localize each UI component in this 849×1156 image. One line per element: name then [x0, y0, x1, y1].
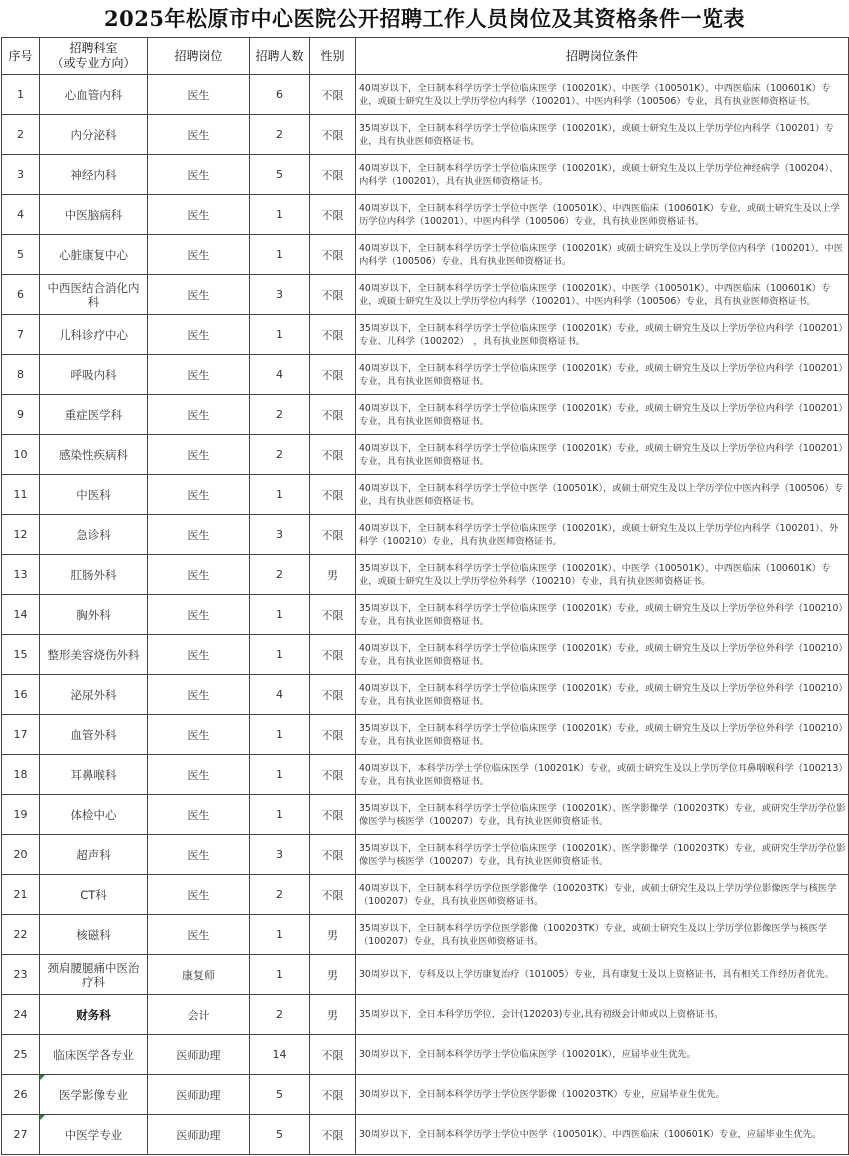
- table-row: [2, 75, 849, 115]
- cell-count: 1: [250, 955, 310, 995]
- cell-no: 2: [2, 115, 40, 155]
- cell-position: 医生: [148, 515, 250, 555]
- cell-conditions: 40周岁以下，全日制本科学历学士学位临床医学（100201K）专业，或硕士研究生及以上学历学位外科学（100210）专业，具有执业医师资格证书。: [356, 635, 849, 675]
- cell-dept: 肛肠外科: [40, 555, 148, 595]
- cell-conditions: 40周岁以下，全日制本科学历学士学位临床医学（100201K）或硕士研究生及以上学历学位内科学（100201）、中医内科学（100506）专业，具有执业医师资格证书。: [356, 235, 849, 275]
- table-row: [2, 355, 849, 395]
- cell-dept: 重症医学科: [40, 395, 148, 435]
- cell-conditions: 35周岁以下，全日制本科学历学位医学影像（100203TK）专业，或硕士研究生及以上学历学位影像医学与核医学（100207）专业，具有执业医师资格证书。: [356, 915, 849, 955]
- cell-no: 18: [2, 755, 40, 795]
- cell-count: 2: [250, 555, 310, 595]
- cell-conditions: 35周岁以下，全日制本科学历学士学位临床医学（100201K）、医学影像学（100203TK）专业，或研究生学历学位影像医学与核医学（100207）专业，具有执业医师资格证书。: [356, 835, 849, 875]
- table-row: [2, 635, 849, 675]
- cell-count: 1: [250, 595, 310, 635]
- table-row: [2, 995, 849, 1035]
- cell-dept: 整形美容烧伤外科: [40, 635, 148, 675]
- header-position: 招聘岗位: [148, 38, 250, 75]
- cell-dept: 超声科: [40, 835, 148, 875]
- cell-no: 19: [2, 795, 40, 835]
- table-row: [2, 795, 849, 835]
- cell-dept: CT科: [40, 875, 148, 915]
- cell-conditions: 30周岁以下，全日制本科学历学士学位临床医学（100201K），应届毕业生优先。: [356, 1035, 849, 1075]
- cell-conditions: 30周岁以下，专科及以上学历康复治疗（101005）专业，具有康复士及以上资格证书，具有相关工作经历者优先。: [356, 955, 849, 995]
- cell-gender: 不限: [310, 1115, 356, 1155]
- cell-count: 2: [250, 875, 310, 915]
- cell-count: 4: [250, 355, 310, 395]
- header-no: 序号: [2, 38, 40, 75]
- cell-position: 医生: [148, 835, 250, 875]
- page-title: 2025年松原市中心医院公开招聘工作人员岗位及其资格条件一览表: [104, 6, 745, 31]
- cell-conditions: 35周岁以下，全日制本科学历学士学位临床医学（100201K）专业，或硕士研究生及以上学历学位内科学（100201）专业、儿科学（100202） ，具有执业医师资格证书。: [356, 315, 849, 355]
- cell-position: 医师助理: [148, 1115, 250, 1155]
- cell-conditions: 35周岁以下，全日制本科学历学士学位临床医学（100201K），或硕士研究生及以上学历学位内科学（100201）专业，具有执业医师资格证书。: [356, 115, 849, 155]
- cell-position: 医生: [148, 155, 250, 195]
- cell-position: 医生: [148, 435, 250, 475]
- table-row: [2, 755, 849, 795]
- cell-dept: 感染性疾病科: [40, 435, 148, 475]
- cell-position: 医生: [148, 315, 250, 355]
- cell-conditions: 40周岁以下，全日制本科学历学士学位临床医学（100201K）、中医学（100501K）、中西医临床（100601K）专业，或硕士研究生及以上学历学位内科学（100201）、中医内科学（100506）专业，具有执业医师资格证书。: [356, 275, 849, 315]
- cell-no: 26: [2, 1075, 40, 1115]
- cell-position: 医生: [148, 75, 250, 115]
- cell-count: 6: [250, 75, 310, 115]
- cell-count: 1: [250, 475, 310, 515]
- recruitment-table: [1, 37, 849, 1155]
- table-row: [2, 555, 849, 595]
- table-row: [2, 235, 849, 275]
- cell-gender: 不限: [310, 395, 356, 435]
- cell-count: 1: [250, 715, 310, 755]
- cell-conditions: 40周岁以下，全日制本科学历学士学位临床医学（100201K）、中医学（100501K）、中西医临床（100601K）专业，或硕士研究生及以上学历学位内科学（100201）、中医内科学（100506）专业，具有执业医师资格证书。: [356, 75, 849, 115]
- header-dept-line1: 招聘科室: [69, 41, 118, 55]
- table-row: [2, 915, 849, 955]
- cell-conditions: 40周岁以下，全日制本科学历学士学位临床医学（100201K）专业，或硕士研究生及以上学历学位内科学（100201）专业，具有执业医师资格证书。: [356, 435, 849, 475]
- cell-no: 22: [2, 915, 40, 955]
- cell-count: 2: [250, 115, 310, 155]
- table-row: [2, 1035, 849, 1075]
- cell-gender: 不限: [310, 115, 356, 155]
- table-row: [2, 115, 849, 155]
- table-row: [2, 875, 849, 915]
- cell-dept: 急诊科: [40, 515, 148, 555]
- cell-position: 医生: [148, 395, 250, 435]
- cell-position: 医生: [148, 475, 250, 515]
- cell-no: 11: [2, 475, 40, 515]
- header-gender: 性别: [310, 38, 356, 75]
- cell-gender: 不限: [310, 635, 356, 675]
- cell-dept: 呼吸内科: [40, 355, 148, 395]
- table-row: [2, 835, 849, 875]
- cell-position: 会计: [148, 995, 250, 1035]
- cell-gender: 不限: [310, 875, 356, 915]
- cell-conditions: 35周岁以下，全日本科学历学位，会计(120203)专业,具有初级会计师或以上资格证书。: [356, 995, 849, 1035]
- cell-no: 24: [2, 995, 40, 1035]
- cell-dept: 中医学专业: [40, 1115, 148, 1155]
- cell-gender: 不限: [310, 715, 356, 755]
- cell-no: 17: [2, 715, 40, 755]
- table-row: [2, 515, 849, 555]
- cell-position: 医生: [148, 275, 250, 315]
- cell-no: 14: [2, 595, 40, 635]
- cell-no: 13: [2, 555, 40, 595]
- cell-position: 医生: [148, 875, 250, 915]
- cell-position: 医生: [148, 115, 250, 155]
- cell-position: 医生: [148, 595, 250, 635]
- cell-conditions: 40周岁以下，全日制本科学历学士学位中医学（100501K）、中西医临床（100601K）专业，或硕士研究生及以上学历学位内科学（100201）、中医内科学（100506）专业，具有执业医师资格证书。: [356, 195, 849, 235]
- cell-dept: 体检中心: [40, 795, 148, 835]
- header-dept: [40, 38, 148, 75]
- cell-no: 10: [2, 435, 40, 475]
- cell-no: 3: [2, 155, 40, 195]
- cell-count: 1: [250, 755, 310, 795]
- cell-conditions: 35周岁以下，全日制本科学历学士学位临床医学（100201K）专业，或硕士研究生及以上学历学位外科学（100210）专业，具有执业医师资格证书。: [356, 595, 849, 635]
- table-row: [2, 315, 849, 355]
- cell-dept: 血管外科: [40, 715, 148, 755]
- cell-conditions: 35周岁以下，全日制本科学历学士学位临床医学（100201K）、中医学（100501K）、中西医临床（100601K）专业，或硕士研究生及以上学历学位外科学（100210）专业，具有执业医师资格证书。: [356, 555, 849, 595]
- cell-position: 医生: [148, 915, 250, 955]
- cell-dept: 心脏康复中心: [40, 235, 148, 275]
- cell-position: 医生: [148, 795, 250, 835]
- cell-gender: 不限: [310, 1035, 356, 1075]
- cell-count: 1: [250, 795, 310, 835]
- cell-count: 5: [250, 1075, 310, 1115]
- cell-gender: 不限: [310, 835, 356, 875]
- header-count: 招聘人数: [250, 38, 310, 75]
- cell-dept: 中医脑病科: [40, 195, 148, 235]
- cell-dept: 中医科: [40, 475, 148, 515]
- cell-no: 21: [2, 875, 40, 915]
- cell-dept: 胸外科: [40, 595, 148, 635]
- cell-count: 1: [250, 915, 310, 955]
- cell-position: 医生: [148, 235, 250, 275]
- cell-conditions: 40周岁以下，全日制本科学历学士学位临床医学（100201K）专业，或硕士研究生及以上学历学位外科学（100210）专业，具有执业医师资格证书。: [356, 675, 849, 715]
- cell-dept: 核磁科: [40, 915, 148, 955]
- cell-count: 3: [250, 515, 310, 555]
- table-row: [2, 1075, 849, 1115]
- cell-dept: 财务科: [40, 995, 148, 1035]
- cell-no: 9: [2, 395, 40, 435]
- cell-count: 3: [250, 835, 310, 875]
- cell-dept: 心血管内科: [40, 75, 148, 115]
- cell-gender: 不限: [310, 595, 356, 635]
- cell-count: 14: [250, 1035, 310, 1075]
- table-row: [2, 395, 849, 435]
- cell-count: 3: [250, 275, 310, 315]
- cell-dept: 儿科诊疗中心: [40, 315, 148, 355]
- cell-gender: 不限: [310, 1075, 356, 1115]
- cell-gender: 男: [310, 555, 356, 595]
- cell-position: 医生: [148, 355, 250, 395]
- cell-dept: 神经内科: [40, 155, 148, 195]
- cell-no: 1: [2, 75, 40, 115]
- cell-gender: 不限: [310, 355, 356, 395]
- cell-gender: 不限: [310, 315, 356, 355]
- cell-no: 15: [2, 635, 40, 675]
- cell-conditions: 40周岁以下，本科学历学士学位临床医学（100201K）专业，或硕士研究生及以上学历学位耳鼻咽喉科学（100213）专业，具有执业医师资格证书。: [356, 755, 849, 795]
- cell-position: 医生: [148, 195, 250, 235]
- cell-position: 医生: [148, 635, 250, 675]
- cell-dept: 内分泌科: [40, 115, 148, 155]
- header-dept-line2: （或专业方向）: [51, 56, 136, 70]
- cell-no: 8: [2, 355, 40, 395]
- cell-no: 20: [2, 835, 40, 875]
- table-body: [2, 75, 849, 1155]
- cell-no: 6: [2, 275, 40, 315]
- cell-gender: 不限: [310, 155, 356, 195]
- cell-count: 2: [250, 995, 310, 1035]
- cell-gender: 不限: [310, 275, 356, 315]
- cell-conditions: 30周岁以下，全日制本科学历学士学位医学影像（100203TK）专业，应届毕业生优先。: [356, 1075, 849, 1115]
- cell-count: 1: [250, 315, 310, 355]
- cell-no: 27: [2, 1115, 40, 1155]
- table-row: [2, 435, 849, 475]
- table-row: [2, 275, 849, 315]
- cell-conditions: 40周岁以下，全日制本科学历学士学位临床医学（100201K）专业，或硕士研究生及以上学历学位内科学（100201）专业，具有执业医师资格证书。: [356, 395, 849, 435]
- cell-gender: 不限: [310, 475, 356, 515]
- cell-no: 7: [2, 315, 40, 355]
- cell-conditions: 35周岁以下，全日制本科学历学士学位临床医学（100201K）、医学影像学（100203TK）专业，或研究生学历学位影像医学与核医学（100207）专业，具有执业医师资格证书。: [356, 795, 849, 835]
- cell-gender: 男: [310, 995, 356, 1035]
- cell-gender: 男: [310, 915, 356, 955]
- cell-conditions: 35周岁以下，全日制本科学历学士学位临床医学（100201K）专业，或硕士研究生及以上学历学位外科学（100210）专业，具有执业医师资格证书。: [356, 715, 849, 755]
- table-row: [2, 475, 849, 515]
- cell-conditions: 30周岁以下，全日制本科学历学士学位中医学（100501K）、中西医临床（100601K）专业，应届毕业生优先。: [356, 1115, 849, 1155]
- cell-gender: 不限: [310, 195, 356, 235]
- cell-count: 1: [250, 195, 310, 235]
- header-conditions: 招聘岗位条件: [356, 38, 849, 75]
- cell-count: 2: [250, 395, 310, 435]
- cell-position: 医生: [148, 675, 250, 715]
- cell-count: 5: [250, 1115, 310, 1155]
- cell-gender: 不限: [310, 515, 356, 555]
- cell-dept: 颈肩腰腿痛中医治疗科: [40, 955, 148, 995]
- cell-conditions: 40周岁以下，全日制本科学历学士学位中医学（100501K），或硕士研究生及以上学历学位中医内科学（100506）专业，具有执业医师资格证书。: [356, 475, 849, 515]
- cell-conditions: 40周岁以下，全日制本科学历学士学位临床医学（100201K），或硕士研究生及以上学历学位神经病学（100204）、内科学（100201），具有执业医师资格证书。: [356, 155, 849, 195]
- table-row: [2, 715, 849, 755]
- cell-dept: 医学影像专业: [40, 1075, 148, 1115]
- cell-gender: 男: [310, 955, 356, 995]
- cell-gender: 不限: [310, 755, 356, 795]
- cell-position: 康复师: [148, 955, 250, 995]
- cell-gender: 不限: [310, 235, 356, 275]
- cell-position: 医生: [148, 715, 250, 755]
- cell-no: 12: [2, 515, 40, 555]
- cell-conditions: 40周岁以下，全日制本科学历学士学位临床医学（100201K），或硕士研究生及以上学历学位内科学（100201）、外科学（100210）专业，具有执业医师资格证书。: [356, 515, 849, 555]
- table-row: [2, 595, 849, 635]
- cell-conditions: 40周岁以下，全日制本科学历学位医学影像学（100203TK）专业，或硕士研究生及以上学历学位影像医学与核医学（100207）专业，具有执业医师资格证书。: [356, 875, 849, 915]
- cell-no: 23: [2, 955, 40, 995]
- cell-position: 医生: [148, 555, 250, 595]
- cell-dept: 耳鼻喉科: [40, 755, 148, 795]
- cell-dept: 临床医学各专业: [40, 1035, 148, 1075]
- cell-gender: 不限: [310, 675, 356, 715]
- cell-dept: 中西医结合消化内科: [40, 275, 148, 315]
- table-row: [2, 675, 849, 715]
- cell-gender: 不限: [310, 75, 356, 115]
- cell-no: 5: [2, 235, 40, 275]
- table-row: [2, 1115, 849, 1155]
- cell-position: 医生: [148, 755, 250, 795]
- cell-position: 医师助理: [148, 1075, 250, 1115]
- cell-gender: 不限: [310, 795, 356, 835]
- table-row: [2, 195, 849, 235]
- cell-count: 4: [250, 675, 310, 715]
- cell-position: 医师助理: [148, 1035, 250, 1075]
- cell-no: 16: [2, 675, 40, 715]
- cell-no: 4: [2, 195, 40, 235]
- header-row: [2, 38, 849, 75]
- cell-count: 2: [250, 435, 310, 475]
- cell-gender: 不限: [310, 435, 356, 475]
- cell-count: 1: [250, 235, 310, 275]
- cell-no: 25: [2, 1035, 40, 1075]
- cell-conditions: 40周岁以下，全日制本科学历学士学位临床医学（100201K）专业，或硕士研究生及以上学历学位内科学（100201）专业，具有执业医师资格证书。: [356, 355, 849, 395]
- table-row: [2, 155, 849, 195]
- cell-count: 1: [250, 635, 310, 675]
- cell-count: 5: [250, 155, 310, 195]
- table-row: [2, 955, 849, 995]
- cell-dept: 泌尿外科: [40, 675, 148, 715]
